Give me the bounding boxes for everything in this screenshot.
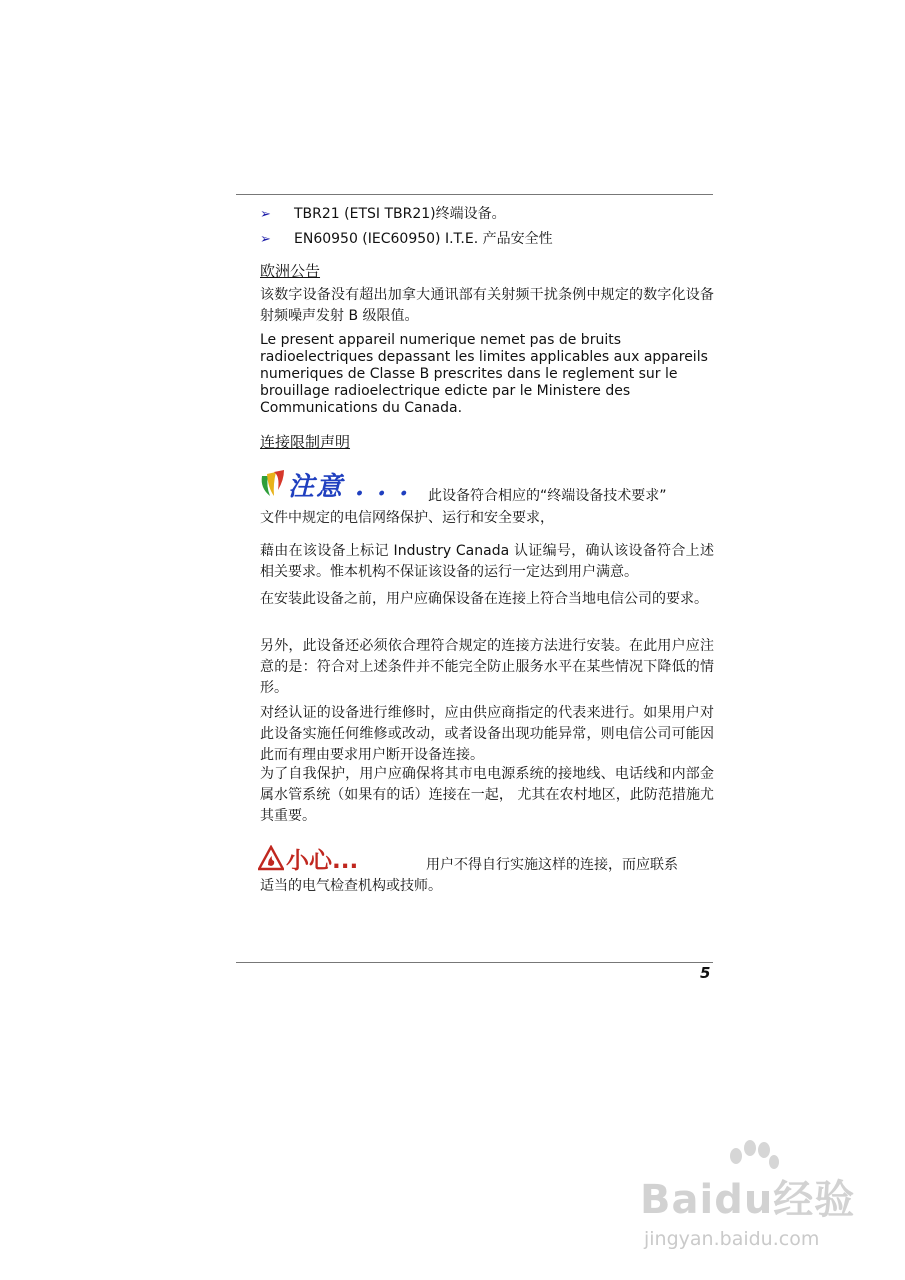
eu-notice-cn-paragraph: 该数字设备没有超出加拿大通讯部有关射频干扰条例中规定的数字化设备射频噪声发射 B 级限值。: [260, 287, 714, 324]
note-text-line1: 此设备符合相应的“终端设备技术要求”: [428, 488, 667, 504]
paragraph-connection-method: 另外，此设备还必须依合理符合规定的连接方法进行安装。在此用户应注意的是：符合对上述条件并不能完全防止服务水平在某些情况下降低的情形。: [260, 638, 714, 696]
eu-notice-heading: 欧洲公告: [260, 262, 321, 280]
top-rule: [236, 194, 713, 195]
arrow-bullet-icon: ➢: [260, 232, 271, 247]
bottom-rule: [236, 962, 713, 963]
note-text-line2: 文件中规定的电信网络保护、运行和安全要求，: [260, 510, 554, 526]
caution-label: 小心...: [286, 848, 359, 874]
caution-graphic: [258, 842, 370, 872]
baidu-watermark: [640, 1140, 880, 1270]
caution-text-line2: 适当的电气检查机构或技师。: [260, 878, 442, 894]
paragraph-industry-canada: 藉由在该设备上标记 Industry Canada 认证编号，确认该设备符合上述相关要求。惟本机构不保证该设备的运行一定达到用户满意。: [260, 543, 714, 580]
note-graphic: [258, 466, 411, 502]
watermark-logo: Baidu经验: [640, 1177, 856, 1223]
connection-heading: 连接限制声明: [260, 433, 351, 451]
paragraph-installation: 在安装此设备之前，用户应确保设备在连接上符合当地电信公司的要求。: [260, 591, 708, 607]
bullet-text: EN60950 (IEC60950) I.T.E. 产品安全性: [294, 231, 553, 247]
page-number: 5: [700, 964, 711, 982]
paragraph-self-protection: 为了自我保护，用户应确保将其市电电源系统的接地线、电话线和内部金属水管系统（如果有的话）连接在一起， 尤其在农村地区，此防范措施尤其重要。: [260, 766, 714, 824]
eu-notice-fr-paragraph: Le present appareil numerique nemet pas de bruits radioelectriques depassant les limites applicables aux appareils numeriques de Classe B prescrites dans le reglement sur le brouillage radioelectrique edicte par le Ministere des Communications du Canada.: [260, 332, 708, 416]
bullet-item-tbr21: [260, 204, 506, 225]
watermark-url: jingyan.baidu.com: [644, 1228, 820, 1250]
caution-text-line1: 用户不得自行实施这样的连接，而应联系: [426, 857, 678, 873]
paragraph-repair: 对经认证的设备进行维修时，应由供应商指定的代表来进行。如果用户对此设备实施任何维修或改动，或者设备出现功能异常，则电信公司可能因此而有理由要求用户断开设备连接。: [260, 705, 714, 763]
note-label: 注意 . . .: [288, 472, 411, 502]
arrow-bullet-icon: ➢: [260, 207, 271, 222]
bullet-item-en60950: [260, 229, 553, 250]
bullet-text: TBR21 (ETSI TBR21)终端设备。: [294, 206, 506, 222]
warning-triangle-icon: [258, 845, 284, 871]
